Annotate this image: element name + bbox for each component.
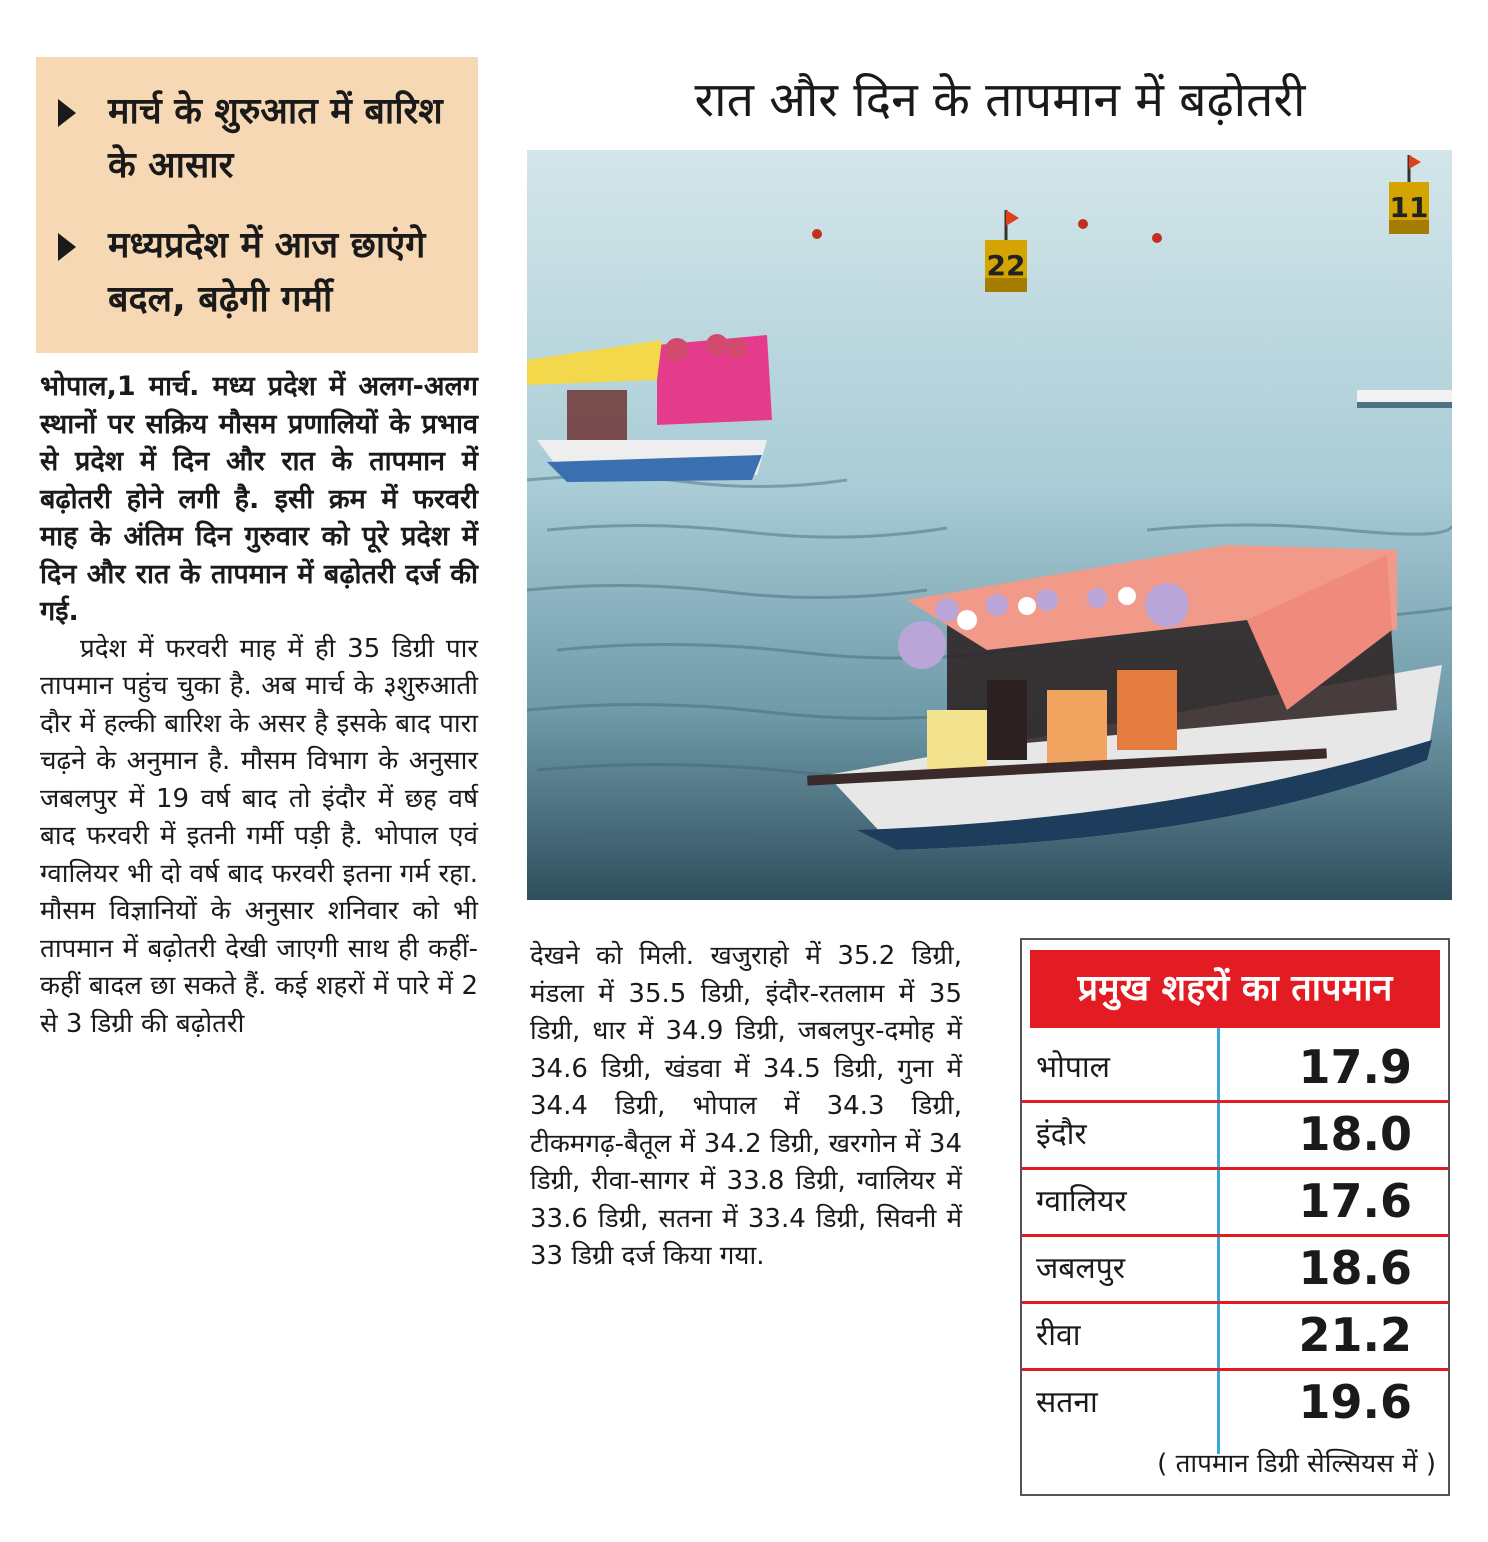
article-body: प्रदेश में फरवरी माह में ही 35 डिग्री पार तापमान पहुंच चुका है. अब मार्च के ३शुरुआती दौर में हल्की बारिश के असर है इसके बाद पारा चढ़ने के अनुमान है. मौसम विभाग के अनुसार जबलपुर में 19 वर्ष बाद तो इंदौर में छह वर्ष बाद फरवरी में इतनी गर्मी पड़ी है. भोपाल एवं ग्वालियर भी दो वर्ष बाद फरवरी इतना गर्म रहा. मौसम विज्ञानियों के अनुसार शनिवार को भी तापमान में बढ़ोतरी देखी जाएगी साथ ही कहीं-कहीं बादल छा सकते हैं. कई शहरों में पारे में 2 से 3 डिग्री की बढ़ोतरी (40, 633, 478, 1039)
temperature-value: 18.6 (1298, 1241, 1412, 1295)
highlight-line: बदल, बढ़ेगी गर्मी (108, 279, 333, 320)
highlight-line: मार्च के शुरुआत में बारिश (108, 91, 443, 132)
city-temperature-table (1020, 938, 1450, 1496)
triangle-bullet-icon (58, 233, 76, 261)
table-row (1022, 1103, 1448, 1170)
highlight-line: मध्यप्रदेश में आज छाएंगे (108, 225, 426, 266)
city-name: ग्वालियर (1036, 1184, 1127, 1219)
highlight-item (58, 219, 468, 327)
table-row (1022, 1237, 1448, 1304)
temperature-value: 17.9 (1298, 1040, 1412, 1094)
temperature-value: 18.0 (1298, 1107, 1412, 1161)
temperature-value: 21.2 (1298, 1308, 1412, 1362)
table-title: प्रमुख शहरों का तापमान (1030, 950, 1440, 1028)
table-row (1022, 1371, 1448, 1435)
temperature-value: 17.6 (1298, 1174, 1412, 1228)
city-name: जबलपुर (1036, 1251, 1126, 1286)
city-name: सतना (1036, 1385, 1098, 1420)
city-name: भोपाल (1036, 1050, 1111, 1085)
city-name: इंदौर (1036, 1117, 1087, 1152)
article-column-left (40, 368, 478, 1043)
article-column-middle (530, 938, 962, 1276)
table-row (1022, 1036, 1448, 1103)
triangle-bullet-icon (58, 99, 76, 127)
svg-text:22: 22 (986, 249, 1026, 282)
temperature-value: 19.6 (1298, 1375, 1412, 1429)
lake-boats-photo (527, 150, 1452, 900)
highlight-line: के आसार (108, 145, 234, 186)
table-row (1022, 1170, 1448, 1237)
headline: रात और दिन के तापमान में बढ़ोतरी (694, 72, 1306, 128)
highlights-box (36, 57, 478, 353)
highlight-item (58, 85, 468, 193)
table-unit-note: ( तापमान डिग्री सेल्सियस में ) (1157, 1449, 1436, 1479)
city-name: रीवा (1036, 1318, 1081, 1353)
article-lead: भोपाल,1 मार्च. मध्य प्रदेश में अलग-अलग स्थानों पर सक्रिय मौसम प्रणालियों के प्रभाव से प्रदेश में दिन और रात के तापमान में बढ़ोतरी होने लगी है. इसी क्रम में फरवरी माह के अंतिम दिन गुरुवार को पूरे प्रदेश में दिन और रात के तापमान में बढ़ोतरी दर्ज की गई. (40, 371, 478, 627)
table-row (1022, 1304, 1448, 1371)
svg-text:11: 11 (1389, 191, 1429, 224)
article-body-continued: देखने को मिली. खजुराहो में 35.2 डिग्री, मंडला में 35.5 डिग्री, इंदौर-रतलाम में 35 डिग्री, धार में 34.9 डिग्री, जबलपुर-दमोह में 34.6 डिग्री, खंडवा में 34.5 डिग्री, गुना में 34.4 डिग्री, भोपाल में 34.3 डिग्री, टीकमगढ़-बैतूल में 34.2 डिग्री, खरगोन में 34 डिग्री, रीवा-सागर में 33.8 डिग्री, ग्वालियर में 33.6 डिग्री, सतना में 33.4 डिग्री, सिवनी में 33 डिग्री दर्ज किया गया. (530, 941, 962, 1271)
